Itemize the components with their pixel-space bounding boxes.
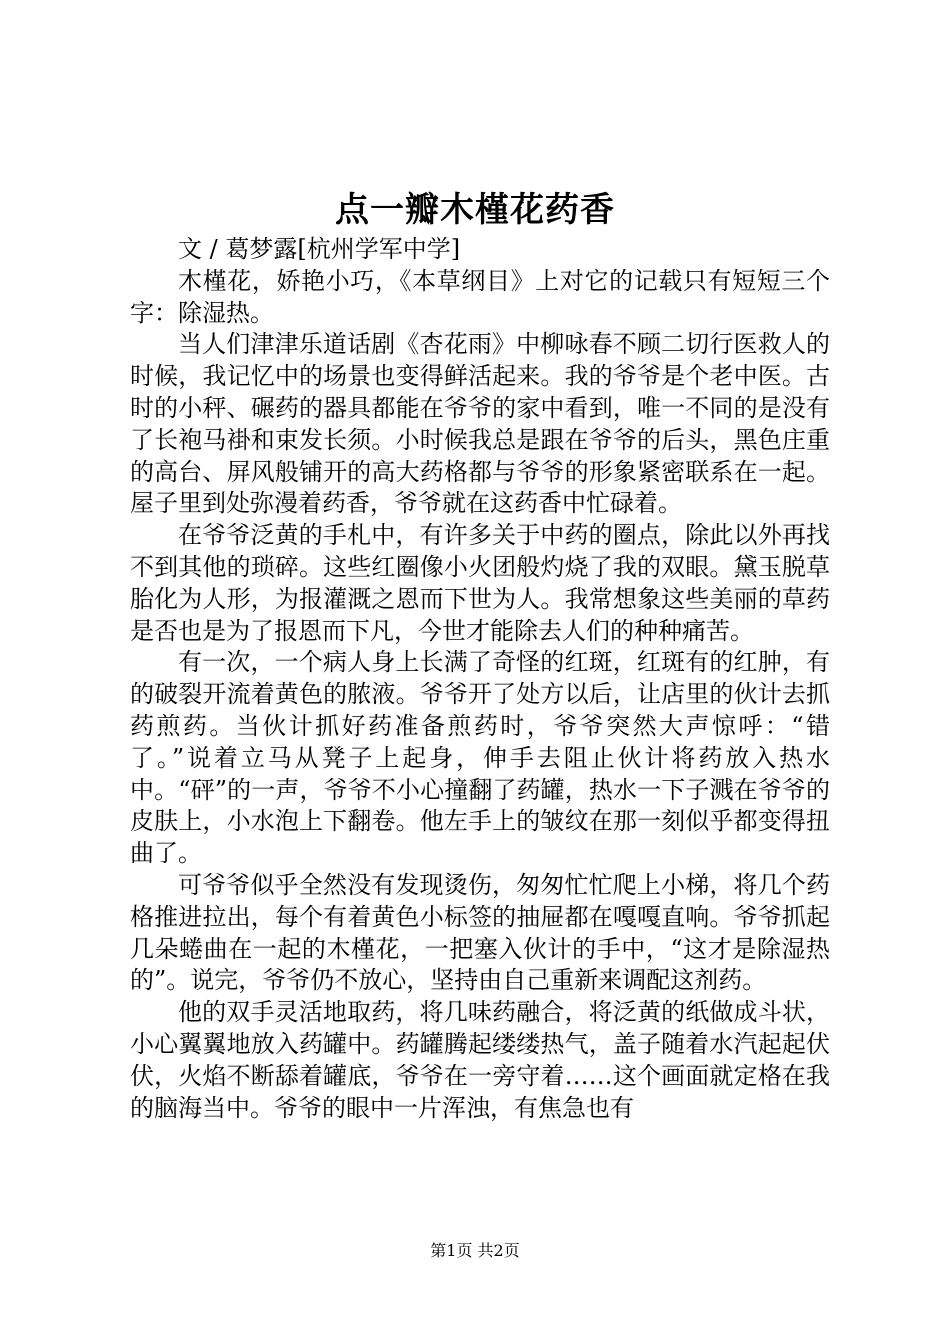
paragraph: 木槿花，娇艳小巧，《本草纲目》上对它的记载只有短短三个字：除湿热。 — [130, 266, 830, 327]
paragraph: 有一次，一个病人身上长满了奇怪的红斑，红斑有的红肿，有的破裂开流着黄色的脓液。爷爷开了处方以后，让店里的伙计去抓药煎药。当伙计抓好药准备煎药时，爷爷突然大声惊呼：“错了。”说着立马从凳子上起身，伸手去阻止伙计将药放入热水中。“砰”的一声，爷爷不小心撞翻了药罐，热水一下子溅在爷爷的皮肤上，小水泡上下翻卷。他左手上的皱纹在那一刻似乎都变得扭曲了。 — [130, 648, 830, 868]
article-title: 点一瓣木槿花药香 — [335, 190, 615, 230]
paragraph: 可爷爷似乎全然没有发现烫伤，匆匆忙忙爬上小梯，将几个药格推进拉出，每个有着黄色小标签的抽屉都在嘎嘎直响。爷爷抓起几朵蜷曲在一起的木槿花，一把塞入伙计的手中，“这才是除湿热的”。说完，爷爷仍不放心，坚持由自己重新来调配这剂药。 — [130, 870, 830, 995]
paragraph: 他的双手灵活地取药，将几味药融合，将泛黄的纸做成斗状，小心翼翼地放入药罐中。药罐腾起缕缕热气，盖子随着水汽起起伏伏，火焰不断舔着罐底，爷爷在一旁守着……这个画面就定格在我的脑海当中。爷爷的眼中一片浑浊，有焦急也有 — [130, 998, 830, 1122]
paragraph: 在爷爷泛黄的手札中，有许多关于中药的圈点，除此以外再找不到其他的琐碎。这些红圈像小火团般灼烧了我的双眼。黛玉脱草胎化为人形，为报灌溉之恩而下世为人。我常想象这些美丽的草药是否也是为了报恩而下凡，今世才能除去人们的种种痛苦。 — [130, 521, 830, 645]
page-footer: 第1页 共2页 — [430, 1241, 520, 1260]
article-body — [130, 234, 830, 1124]
author-byline: 文 / 葛梦露[杭州学军中学] — [178, 235, 461, 263]
paragraph: 当人们津津乐道话剧《杏花雨》中柳咏春不顾二切行医救人的时候，我记忆中的场景也变得鲜活起来。我的爷爷是个老中医。古时的小秤、碾药的器具都能在爷爷的家中看到，唯一不同的是没有了长袍马褂和束发长须。小时候我总是跟在爷爷的后头，黑色庄重的高台、屏风般铺开的高大药格都与爷爷的形象紧密联系在一起。屋子里到处弥漫着药香，爷爷就在这药香中忙碌着。 — [130, 330, 830, 518]
